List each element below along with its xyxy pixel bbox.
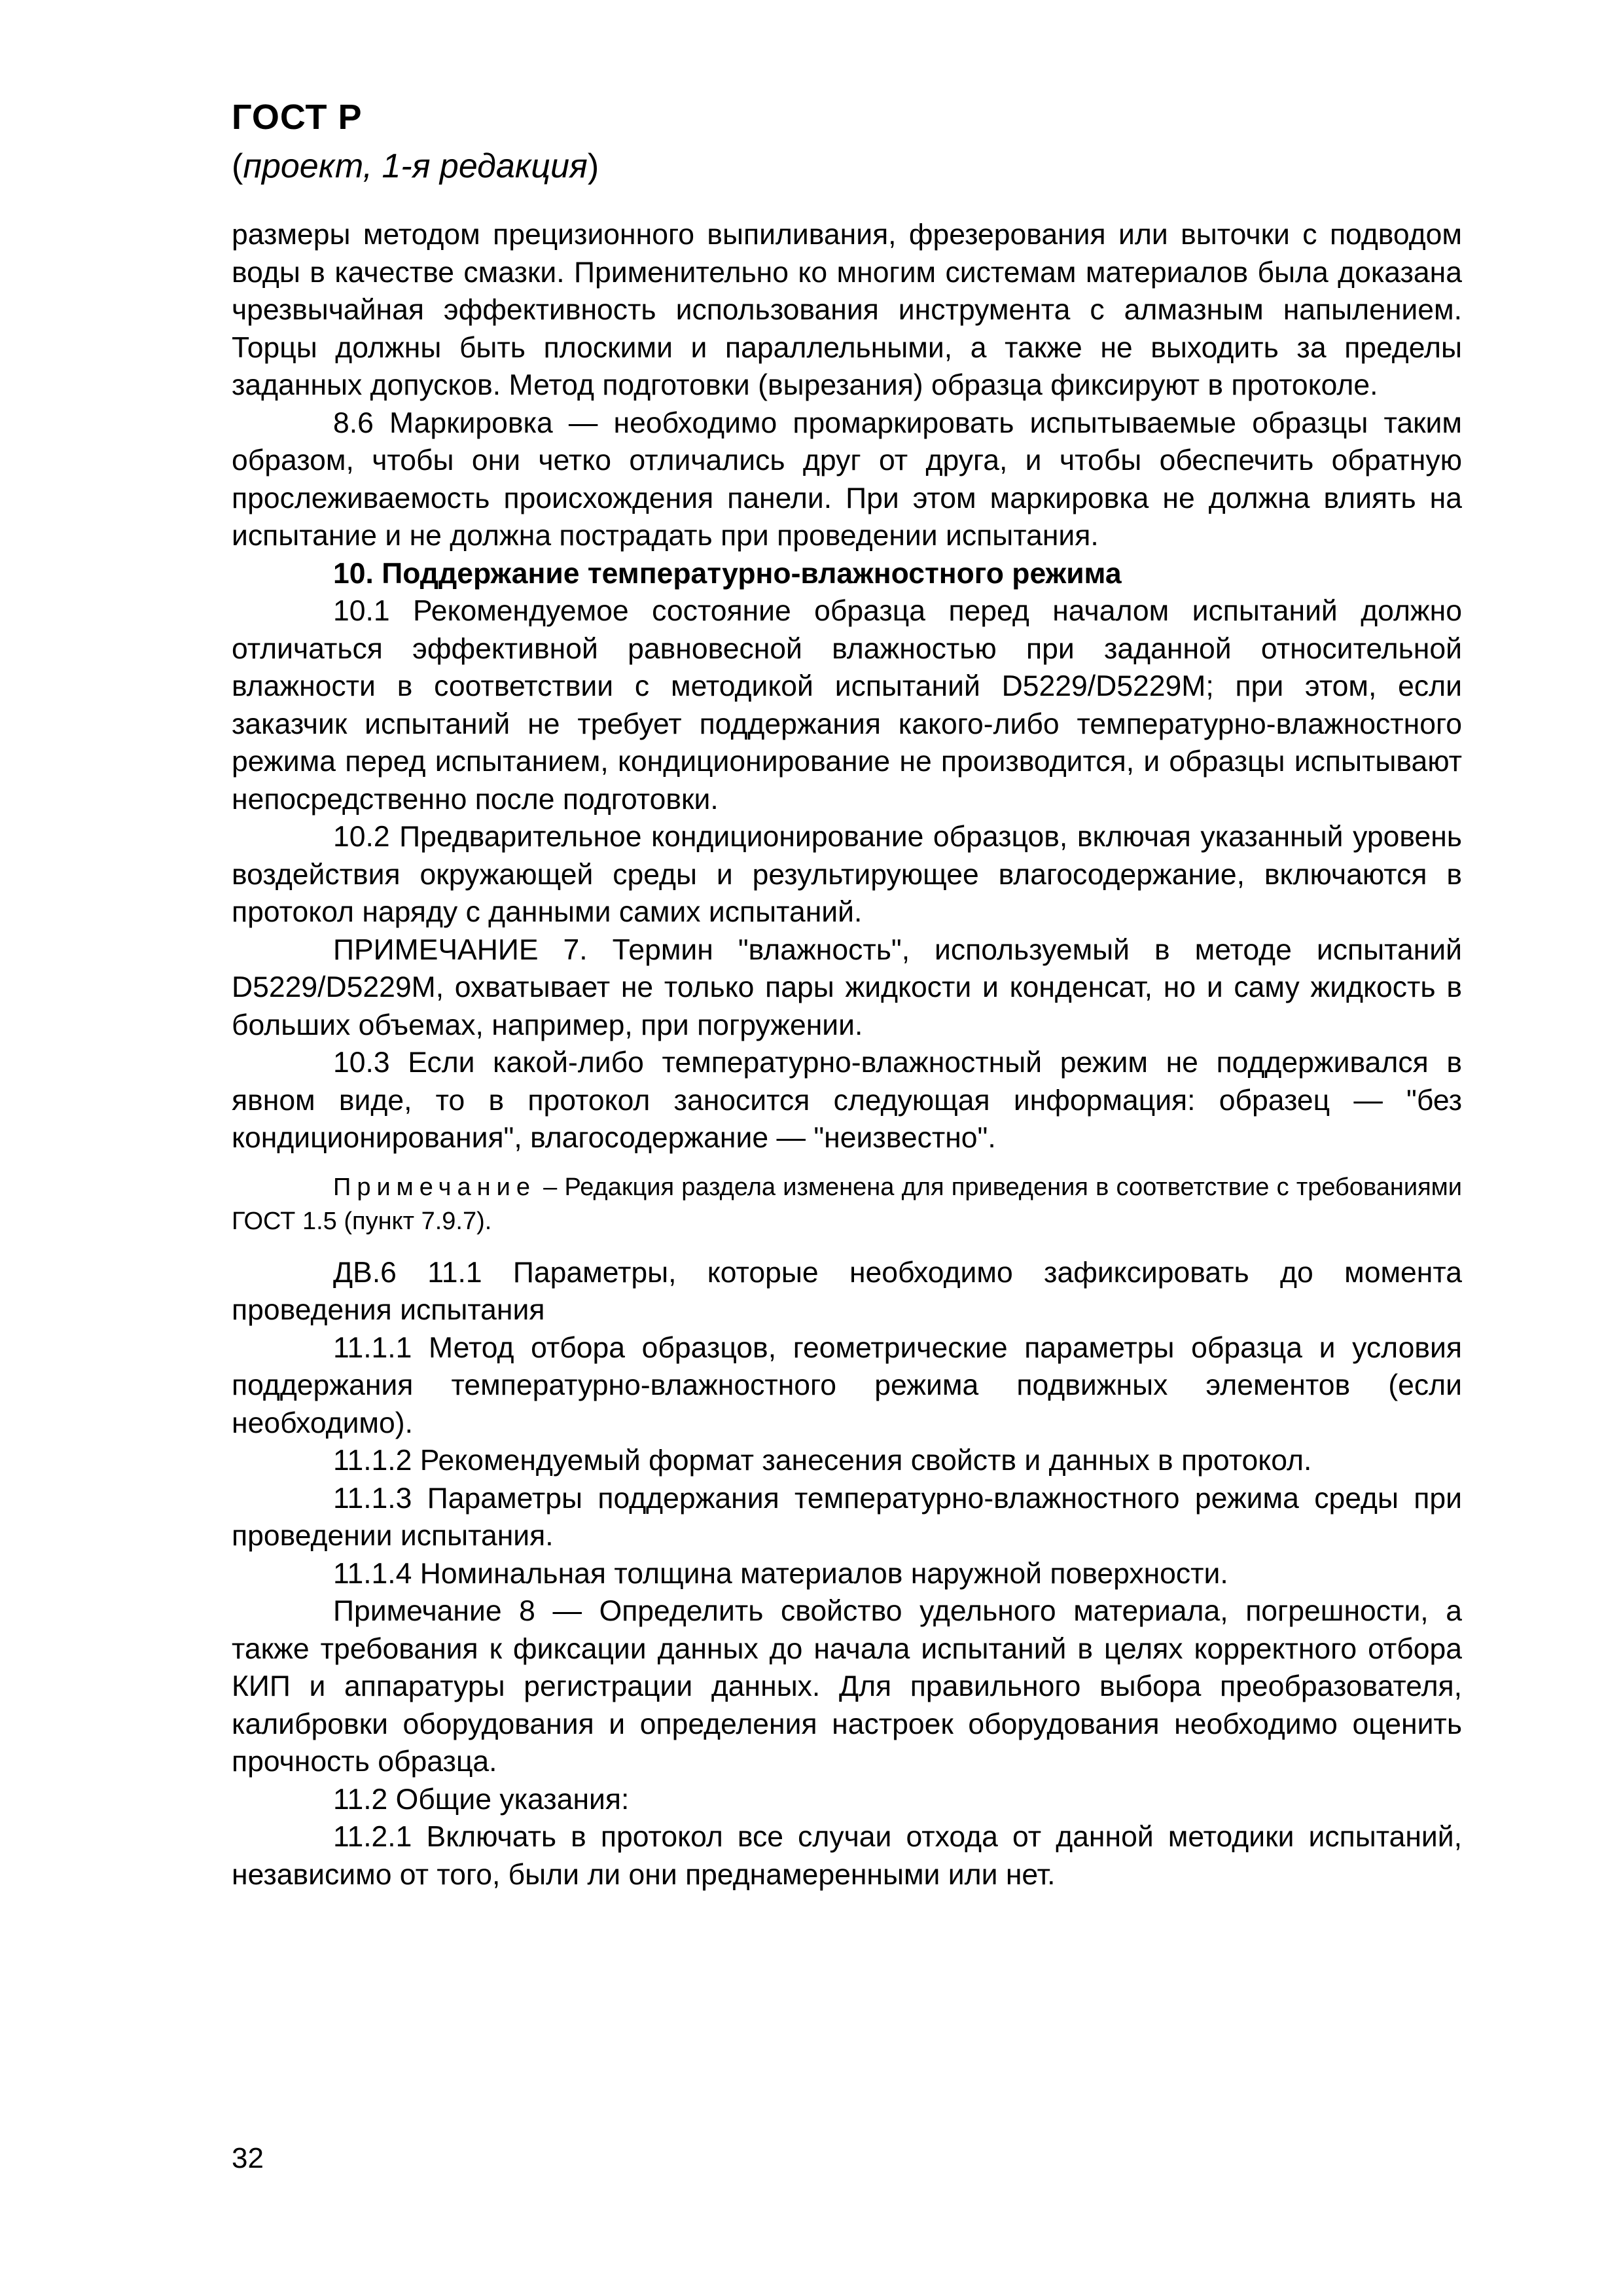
paragraph-dv6-11-1: ДВ.6 11.1 Параметры, которые необходимо зафиксировать до момента проведения испытания [232,1256,1462,1326]
note-8: Примечание 8 — Определить свойство удельного материала, погрешности, а также требования к фиксации данных до начала испытаний в целях корректного отбора КИП и аппаратуры регистрации данных. Для правильного выбора преобразователя, калибровки оборудования и определения настроек оборудования необходимо оценить прочность образца. [232,1595,1462,1778]
edition-note [232,1170,1462,1238]
note-text: – Редакция раздела изменена для приведения в соответствие с требованиями ГОСТ 1.5 (пункт 7.9.7). [232,1173,1462,1235]
paragraph-11-1-3: 11.1.3 Параметры поддержания температурно-влажностного режима среды при проведении испытания. [232,1482,1462,1552]
draft-edition-label [232,143,599,190]
page-number: 32 [232,2142,264,2174]
paragraph-10-2: 10.2 Предварительное кондиционирование образцов, включая указанный уровень воздействия окружающей среды и результирующее влагосодержание, включаются в протокол наряду с данными самих испытаний. [232,821,1462,928]
paragraph-10-3: 10.3 Если какой-либо температурно-влажностный режим не поддерживался в явном виде, то в протокол заносится следующая информация: образец — "без кондиционирования", влагосодержание — "неизвестно". [232,1047,1462,1154]
paragraph-11-2-1: 11.2.1 Включать в протокол все случаи отхода от данной методики испытаний, независимо от того, были ли они преднамеренными или нет. [232,1821,1462,1891]
paragraph-continued: размеры методом прецизионного выпиливания, фрезерования или выточки с подводом воды в качестве смазки. Применительно ко многим системам материалов была доказана чрезвычайная эффективность использования инструмента с алмазным напылением. Торцы должны быть плоскими и параллельными, а также не выходить за пределы заданных допусков. Метод подготовки (вырезания) образца фиксируют в протоколе. [232,219,1462,401]
paragraph-11-1-2: 11.1.2 Рекомендуемый формат занесения свойств и данных в протокол. [333,1444,1312,1477]
note-label: Примечание [333,1173,536,1201]
section-heading-10: 10. Поддержание температурно-влажностного режима [333,557,1122,590]
paragraph-10-1: 10.1 Рекомендуемое состояние образца перед началом испытаний должно отличаться эффективной равновесной влажностью при заданной относительной влажности в соответствии с методикой испытаний D5229/D5229M; при этом, если заказчик испытаний не требует поддержания какого-либо температурно-влажностного режима перед испытанием, кондиционирование не производится, и образцы испытывают непосредственно после подготовки. [232,595,1462,816]
standard-title: ГОСТ Р [232,98,363,137]
draft-edition-text: проект, 1-я редакция [243,147,588,185]
document-header [232,92,599,190]
paragraph-11-2: 11.2 Общие указания: [333,1783,630,1816]
paren-open: ( [232,147,243,185]
document-body [232,216,1462,1893]
paren-close: ) [587,147,599,185]
paragraph-8-6: 8.6 Маркировка — необходимо промаркировать испытываемые образцы таким образом, чтобы они четко отличались друг от друга, и чтобы обеспечить обратную прослеживаемость происхождения панели. При этом маркировка не должна влиять на испытание и не должна пострадать при проведении испытания. [232,406,1462,552]
paragraph-11-1-1: 11.1.1 Метод отбора образцов, геометрические параметры образца и условия поддержания температурно-влажностного режима подвижных элементов (если необходимо). [232,1331,1462,1439]
paragraph-11-1-4: 11.1.4 Номинальная толщина материалов наружной поверхности. [333,1557,1228,1590]
note-7: ПРИМЕЧАНИЕ 7. Термин "влажность", используемый в методе испытаний D5229/D5229M, охватывает не только пары жидкости и конденсат, но и саму жидкость в больших объемах, например, при погружении. [232,933,1462,1041]
